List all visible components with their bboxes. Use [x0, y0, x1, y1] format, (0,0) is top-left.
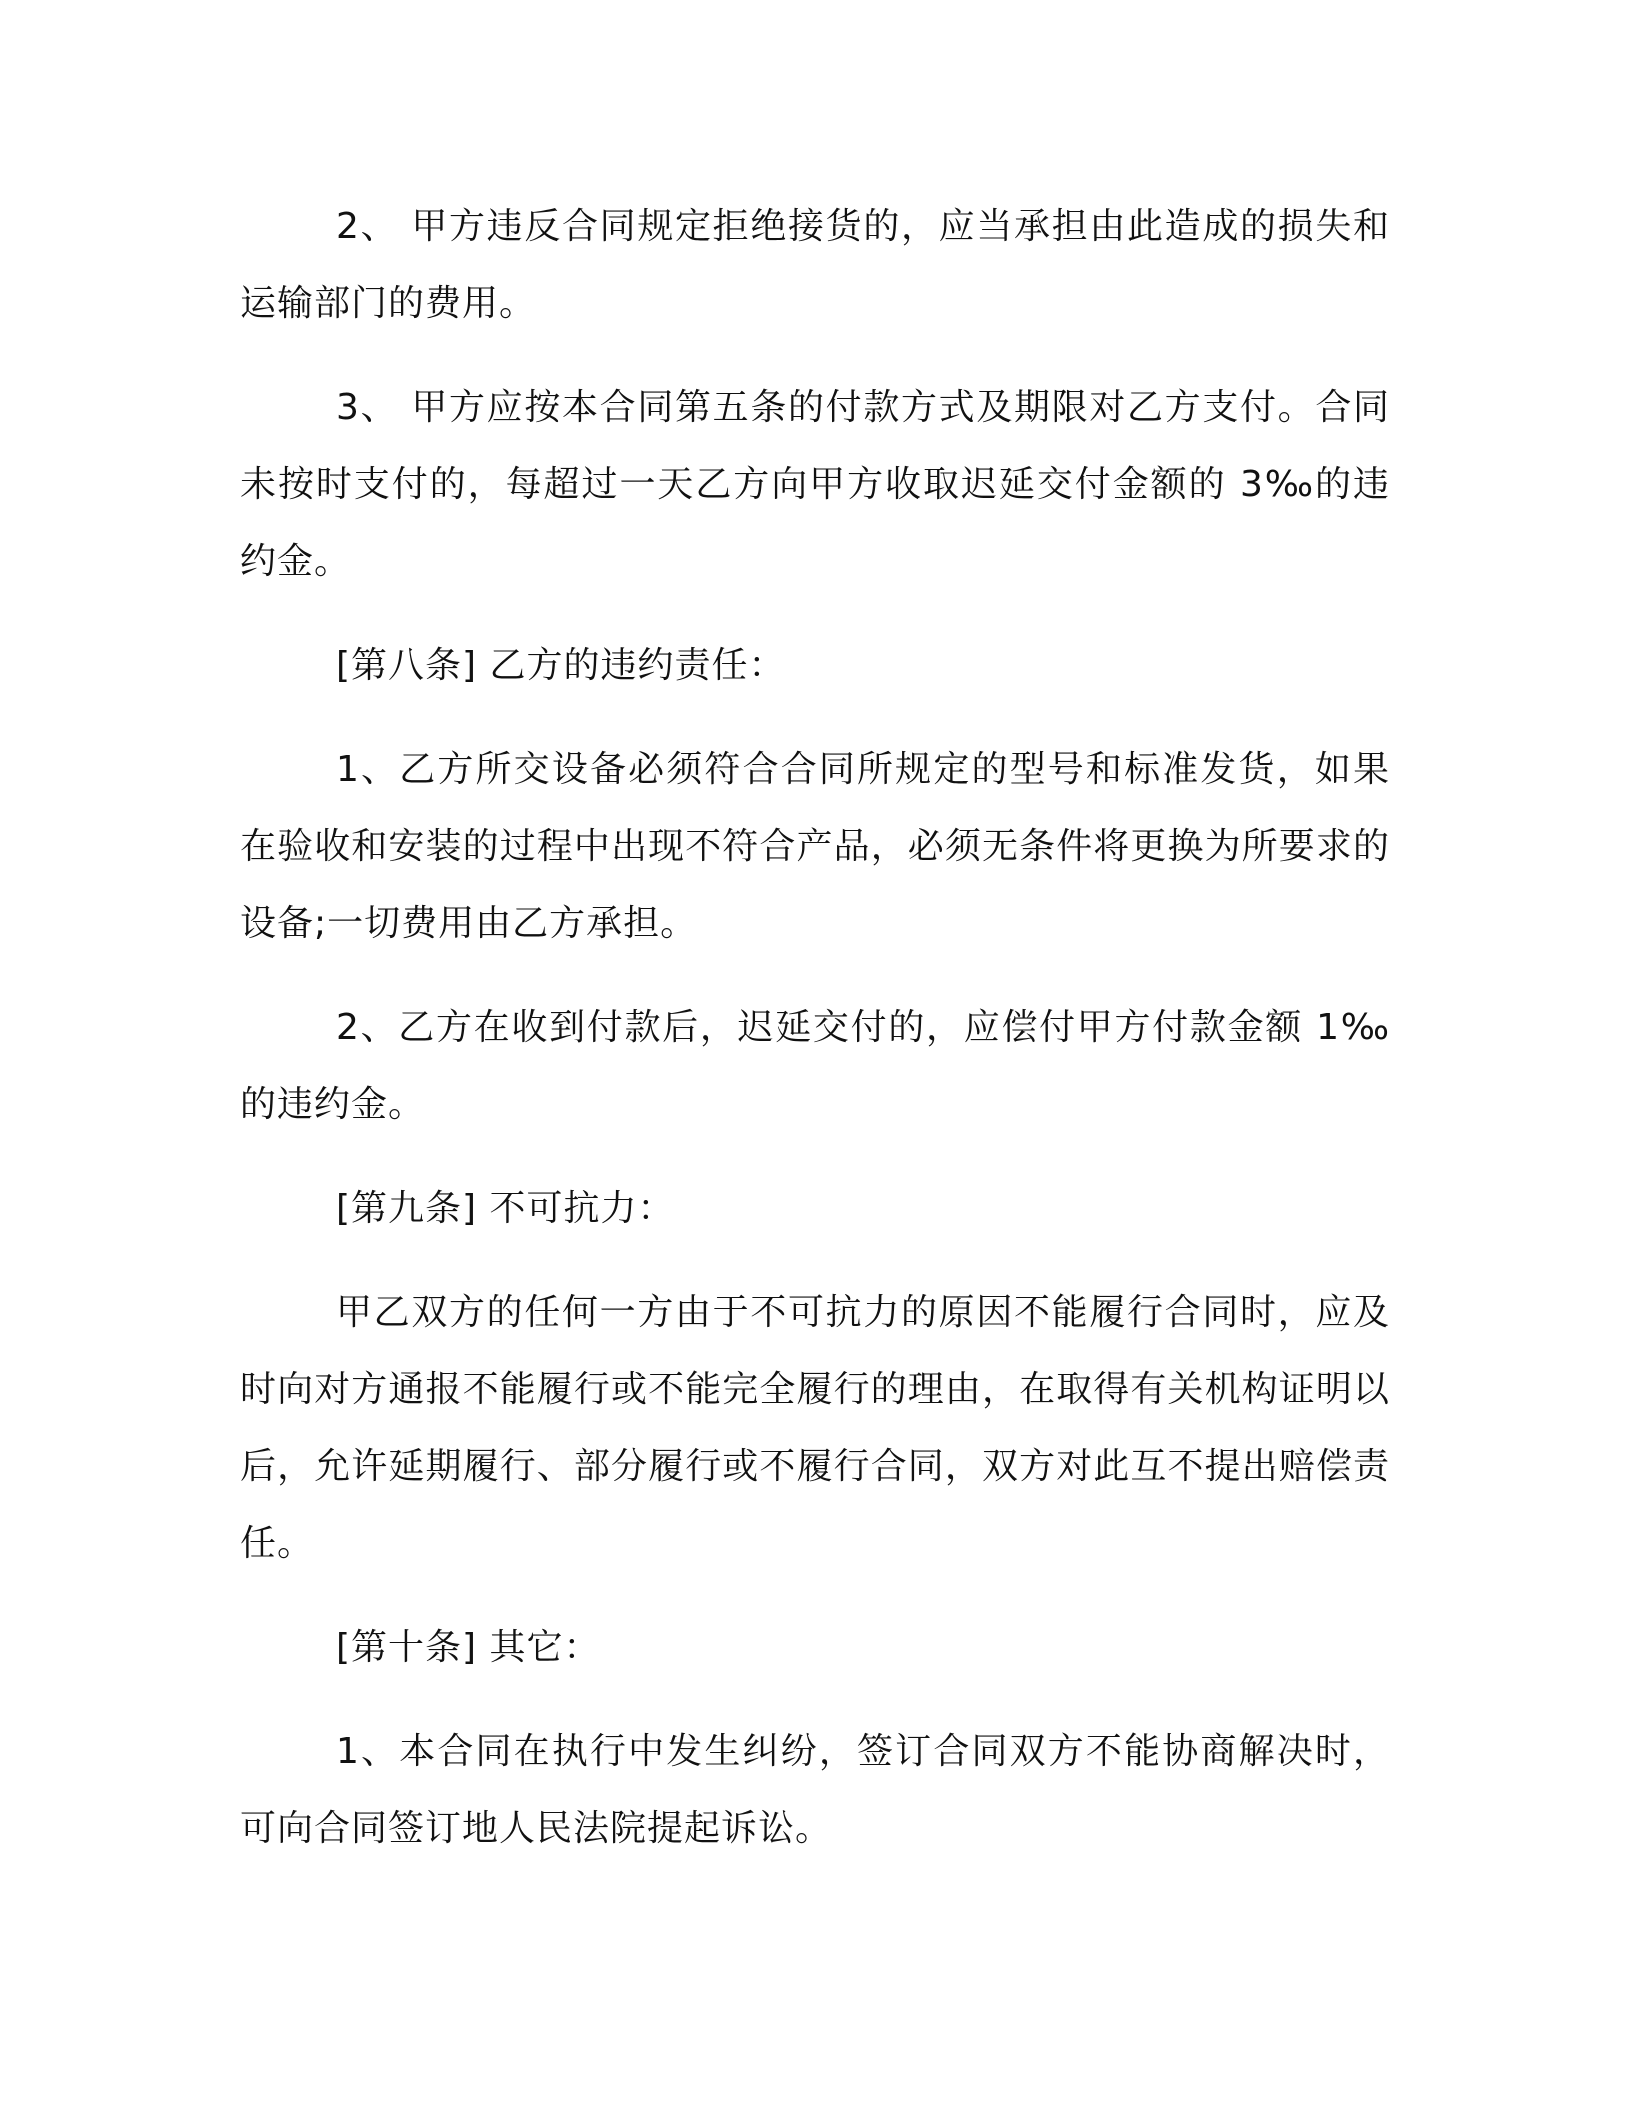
- clause-8-item-1: 1、乙方所交设备必须符合合同所规定的型号和标准发货，如果在验收和安装的过程中出现不符合产品，必须无条件将更换为所要求的设备;一切费用由乙方承担。: [240, 749, 1390, 944]
- article-10-heading: [第十条] 其它：: [336, 1627, 601, 1668]
- clause-7-item-2: 2、 甲方违反合同规定拒绝接货的，应当承担由此造成的损失和运输部门的费用。: [240, 206, 1390, 324]
- clause-10-item-1: 1、本合同在执行中发生纠纷，签订合同双方不能协商解决时，可向合同签订地人民法院提起诉讼。: [240, 1731, 1390, 1849]
- contract-body: [240, 188, 1390, 1867]
- clause-8-item-2: 2、乙方在收到付款后，迟延交付的，应偿付甲方付款金额 1‰的违约金。: [240, 1007, 1390, 1125]
- clause-9-text: 甲乙双方的任何一方由于不可抗力的原因不能履行合同时，应及时向对方通报不能履行或不能完全履行的理由，在取得有关机构证明以后，允许延期履行、部分履行或不履行合同，双方对此互不提出赔偿责任。: [240, 1292, 1390, 1564]
- clause-7-item-3: 3、 甲方应按本合同第五条的付款方式及期限对乙方支付。合同未按时支付的，每超过一天乙方向甲方收取迟延交付金额的 3‰的违约金。: [240, 387, 1390, 582]
- article-9-heading: [第九条] 不可抗力：: [336, 1188, 675, 1229]
- article-8-heading: [第八条] 乙方的违约责任：: [336, 645, 786, 686]
